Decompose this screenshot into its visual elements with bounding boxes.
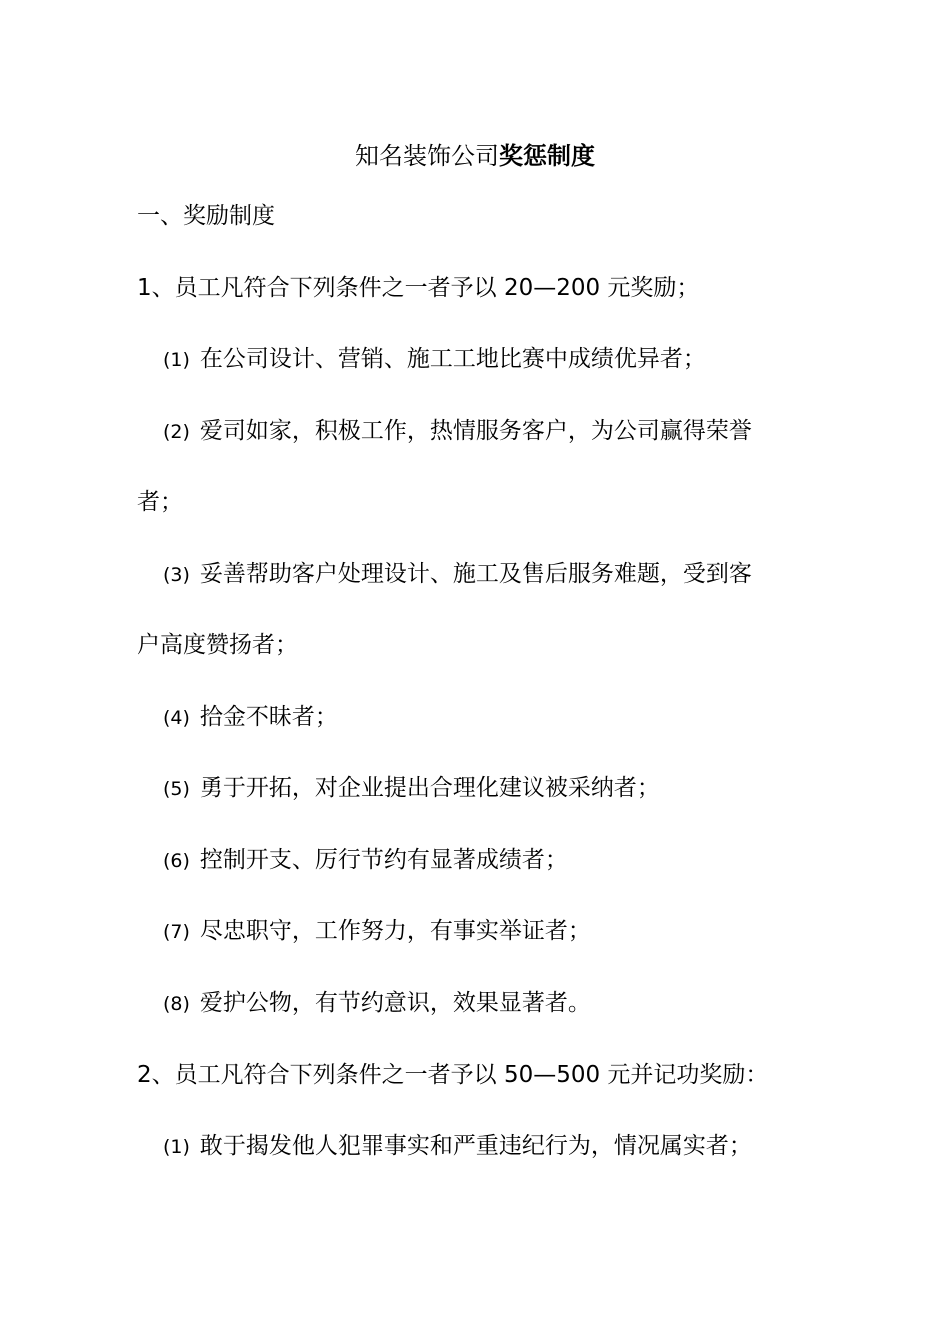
clause-1-item-6 [163, 843, 568, 878]
item-text: 在公司设计、营销、施工工地比赛中成绩优异者； [199, 346, 706, 372]
clause-1: 1、员工凡符合下列条件之一者予以 20—200 元奖励； [137, 275, 700, 301]
item-text: 尽忠职守，工作努力，有事实举证者； [199, 918, 591, 944]
item-text: 妥善帮助客户处理设计、施工及售后服务难题，受到客 [199, 561, 752, 587]
item-number: (3) [163, 564, 190, 586]
clause-1-item-3 [163, 557, 752, 592]
title-company: 知名装饰公司 [355, 142, 499, 170]
clause-2-item-1 [163, 1129, 752, 1164]
item-text: 勇于开拓，对企业提出合理化建议被采纳者； [199, 775, 660, 801]
clause-1-item-2-continued: 者； [137, 489, 183, 515]
clause-2: 2、员工凡符合下列条件之一者予以 50—500 元并记功奖励： [137, 1062, 769, 1088]
clause-1-item-1 [163, 342, 706, 377]
item-text: 敢于揭发他人犯罪事实和严重违纪行为，情况属实者； [199, 1133, 752, 1159]
clause-1-item-5 [163, 771, 660, 806]
item-number: (8) [163, 993, 190, 1015]
item-number: (1) [163, 1136, 190, 1158]
item-text: 拾金不昧者； [199, 704, 338, 730]
item-number: (6) [163, 850, 190, 872]
item-text: 爱护公物，有节约意识，效果显著者。 [199, 990, 591, 1016]
clause-1-item-8 [163, 986, 591, 1021]
clause-1-item-4 [163, 700, 338, 735]
section-heading-rewards: 一、奖励制度 [137, 203, 275, 229]
item-number: (7) [163, 921, 190, 943]
clause-1-item-2 [163, 414, 752, 449]
clause-1-item-3-continued: 户高度赞扬者； [137, 632, 298, 658]
item-number: (2) [163, 421, 190, 443]
clause-1-item-7 [163, 914, 591, 949]
item-text: 爱司如家，积极工作，热情服务客户，为公司赢得荣誉 [199, 418, 752, 444]
item-text: 控制开支、厉行节约有显著成绩者； [199, 847, 568, 873]
title-policy: 奖惩制度 [499, 142, 595, 170]
item-number: (1) [163, 349, 190, 371]
item-number: (4) [163, 707, 190, 729]
document-title [0, 138, 950, 174]
item-number: (5) [163, 778, 190, 800]
